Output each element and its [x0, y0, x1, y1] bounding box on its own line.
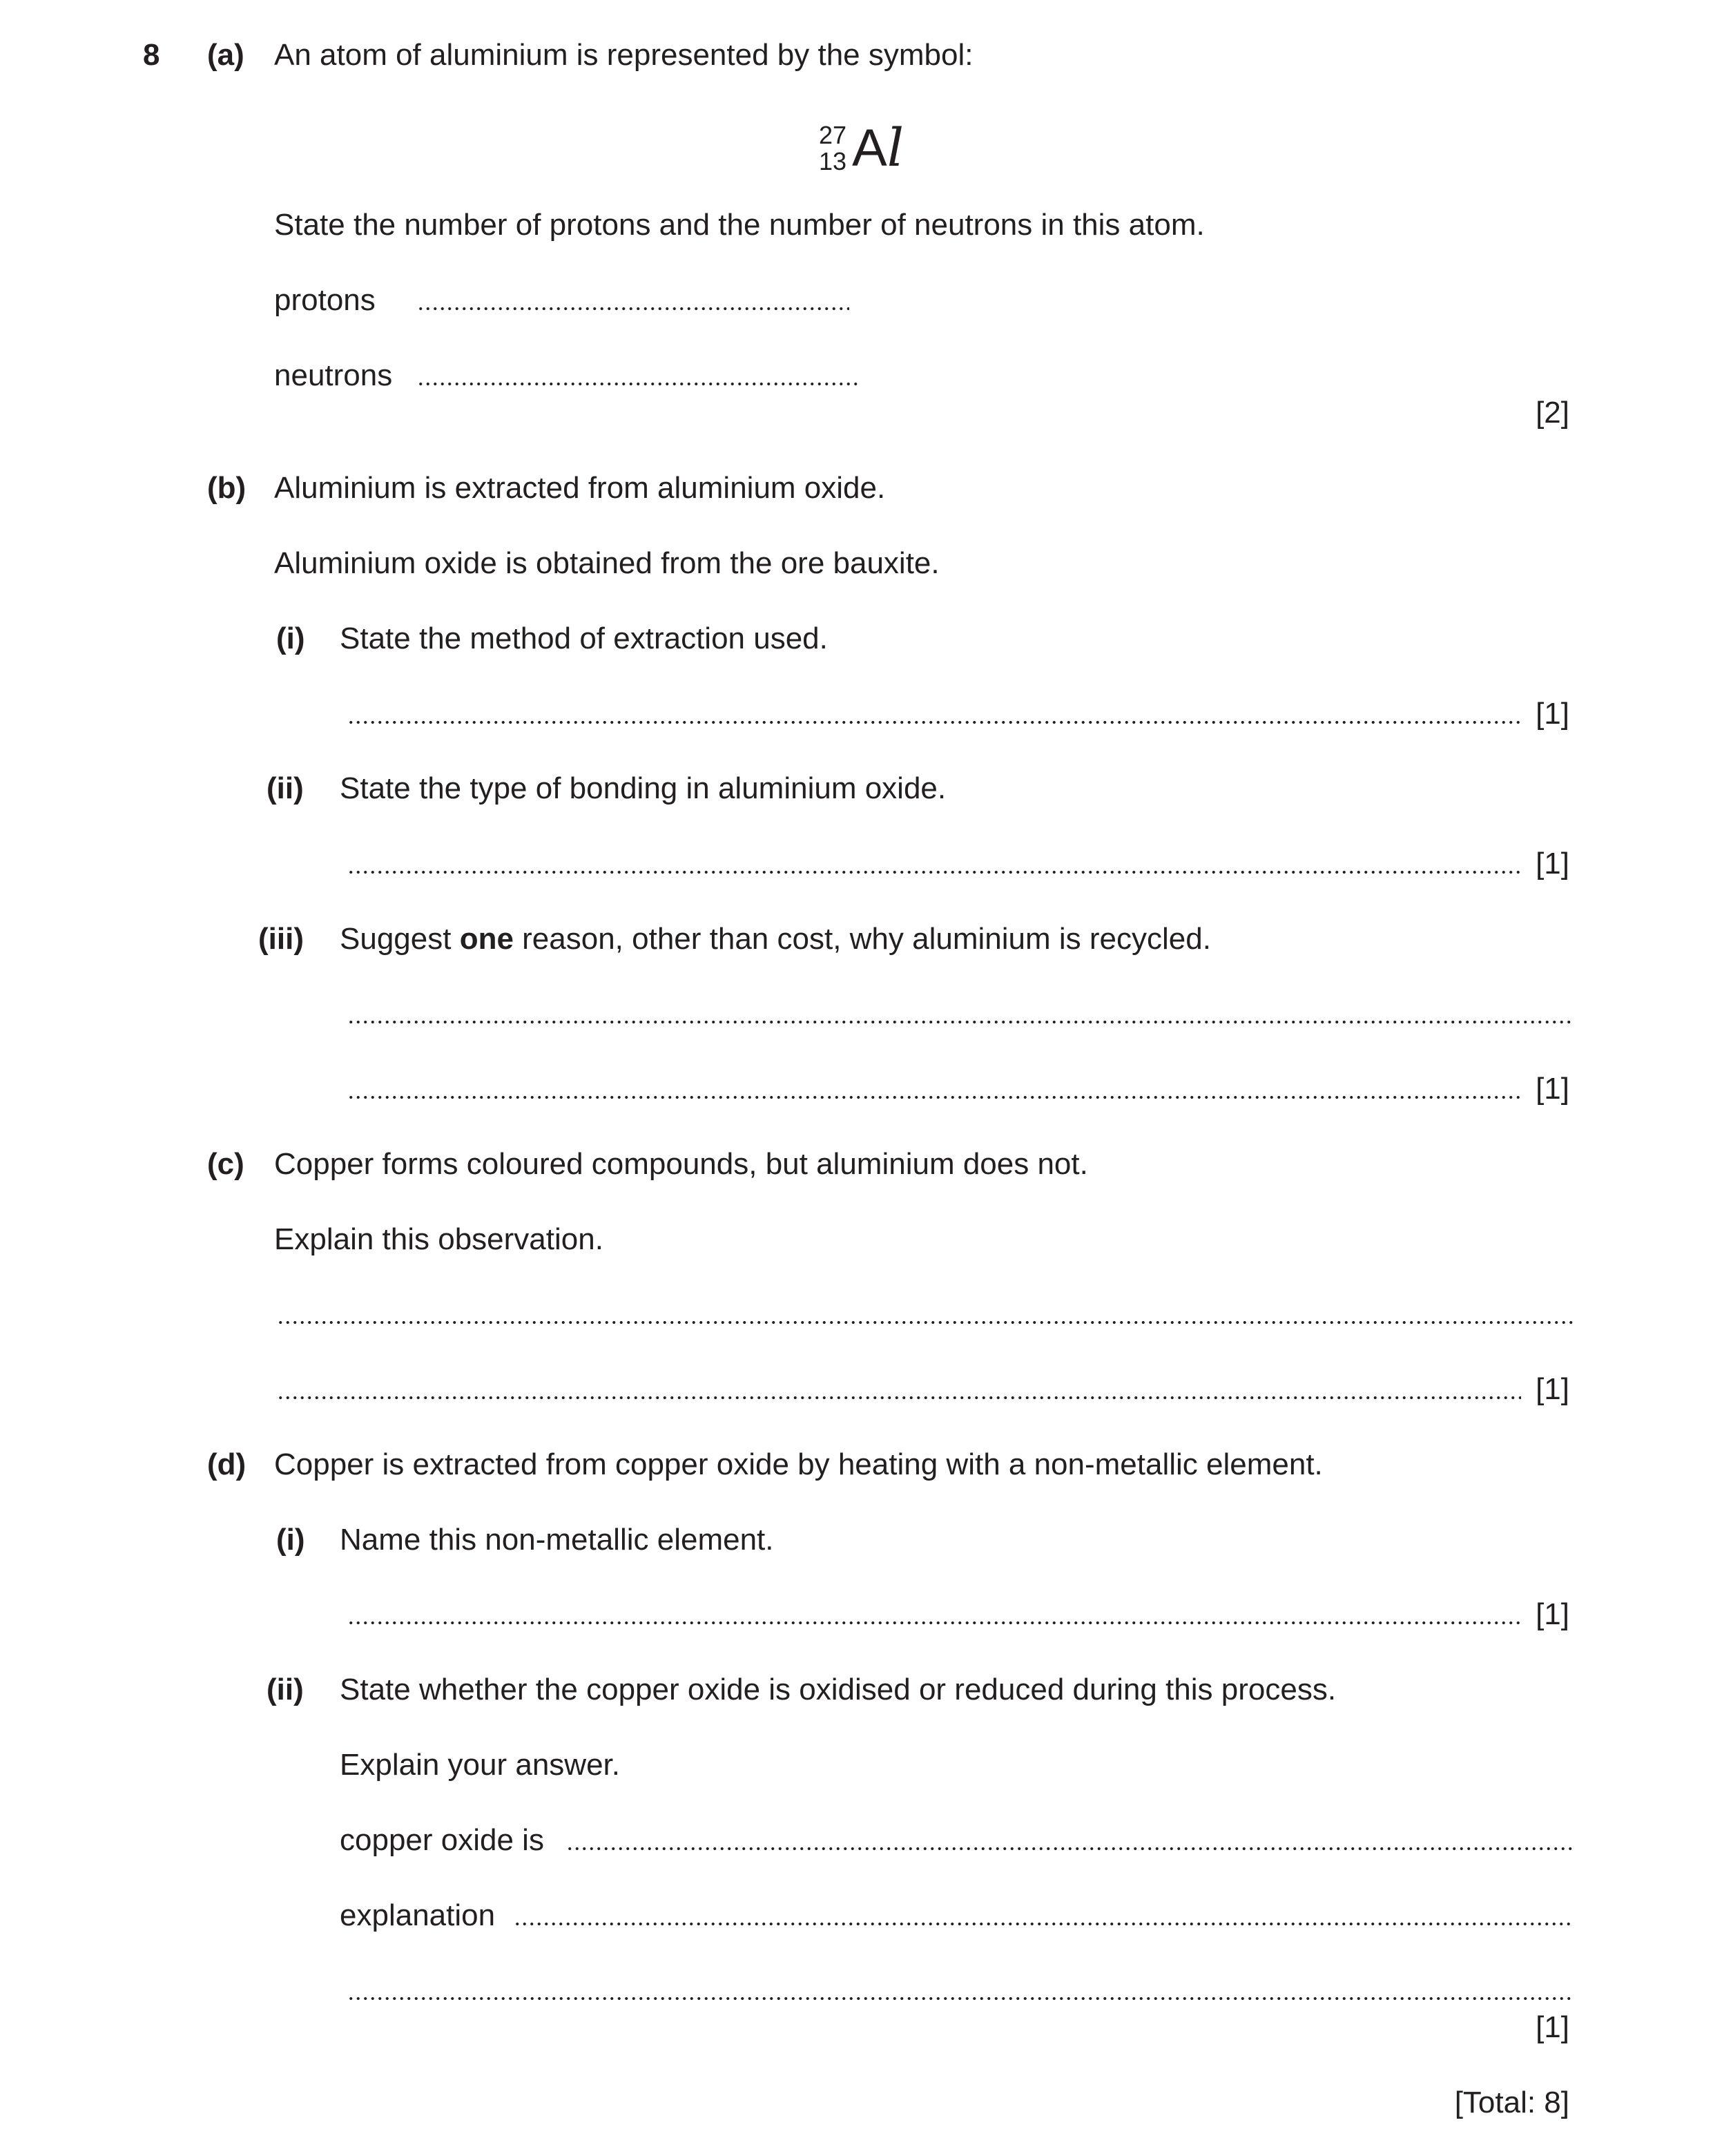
part-d-ii-label: (ii) — [267, 1673, 304, 1706]
explanation-answer-line-2[interactable] — [347, 1996, 1574, 2001]
aluminium-isotope-symbol — [819, 119, 929, 181]
part-b-ii-answer-line[interactable] — [347, 870, 1521, 874]
element-symbol — [852, 117, 904, 178]
element-symbol-tail: l — [887, 117, 904, 178]
copper-oxide-is-label: copper oxide is — [340, 1823, 544, 1857]
part-b-i-marks: [1] — [1536, 697, 1569, 731]
part-d-ii-explain: Explain your answer. — [340, 1748, 620, 1782]
part-c-answer-line-1[interactable] — [277, 1320, 1574, 1325]
part-a-marks: [2] — [1536, 396, 1569, 430]
part-b-iii-text-before: Suggest — [340, 922, 460, 956]
part-d-i-label: (i) — [276, 1523, 305, 1557]
mass-number: 27 — [819, 121, 847, 149]
part-b-iii-answer-line-2[interactable] — [347, 1095, 1521, 1099]
part-b-i-label: (i) — [276, 622, 305, 655]
part-b-iii-text-emphasis: one — [459, 922, 514, 956]
part-c-line2: Explain this observation. — [274, 1222, 603, 1256]
part-d-i-answer-line[interactable] — [347, 1621, 1521, 1625]
part-b-label: (b) — [207, 471, 246, 505]
part-d-label: (d) — [207, 1447, 246, 1481]
part-a-label: (a) — [207, 38, 244, 72]
neutrons-label: neutrons — [274, 358, 393, 392]
question-total-marks: [Total: 8] — [1454, 2086, 1569, 2119]
part-d-i-text: Name this non-metallic element. — [340, 1523, 774, 1557]
part-d-stem: Copper is extracted from copper oxide by heating with a non-metallic element. — [274, 1447, 1323, 1481]
part-b-ii-text: State the type of bonding in aluminium oxide. — [340, 771, 947, 805]
part-b-ii-marks: [1] — [1536, 847, 1569, 880]
part-b-iii-text-after: reason, other than cost, why aluminium is recycled. — [513, 922, 1211, 956]
part-d-ii-marks: [1] — [1536, 2010, 1569, 2044]
part-c-answer-line-2[interactable] — [277, 1396, 1521, 1400]
part-c-label: (c) — [207, 1147, 244, 1181]
part-b-iii-label: (iii) — [258, 922, 304, 956]
part-d-ii-text: State whether the copper oxide is oxidised or reduced during this process. — [340, 1673, 1337, 1706]
part-d-i-marks: [1] — [1536, 1597, 1569, 1631]
part-b-ii-label: (ii) — [267, 771, 304, 805]
element-symbol-main: A — [852, 119, 887, 177]
part-b-i-text: State the method of extraction used. — [340, 622, 828, 655]
part-b-line1: Aluminium is extracted from aluminium oxide. — [274, 471, 886, 505]
part-b-iii-text — [340, 920, 1211, 959]
protons-label: protons — [274, 283, 376, 317]
atomic-number: 13 — [819, 147, 847, 175]
explanation-answer-line-1[interactable] — [514, 1922, 1574, 1926]
part-b-i-answer-line[interactable] — [347, 720, 1521, 724]
part-b-iii-answer-line-1[interactable] — [347, 1020, 1574, 1024]
explanation-label: explanation — [340, 1898, 496, 1932]
protons-answer-line[interactable] — [417, 307, 849, 311]
neutrons-answer-line[interactable] — [417, 382, 858, 386]
copper-oxide-is-answer-line[interactable] — [566, 1847, 1574, 1851]
part-a-instruction: State the number of protons and the number of neutrons in this atom. — [274, 208, 1205, 242]
question-number: 8 — [143, 38, 160, 72]
part-a-stem: An atom of aluminium is represented by the symbol: — [274, 38, 974, 72]
part-c-line1: Copper forms coloured compounds, but aluminium does not. — [274, 1147, 1088, 1181]
part-c-marks: [1] — [1536, 1372, 1569, 1406]
part-b-line2: Aluminium oxide is obtained from the ore bauxite. — [274, 546, 940, 580]
part-b-iii-marks: [1] — [1536, 1072, 1569, 1106]
